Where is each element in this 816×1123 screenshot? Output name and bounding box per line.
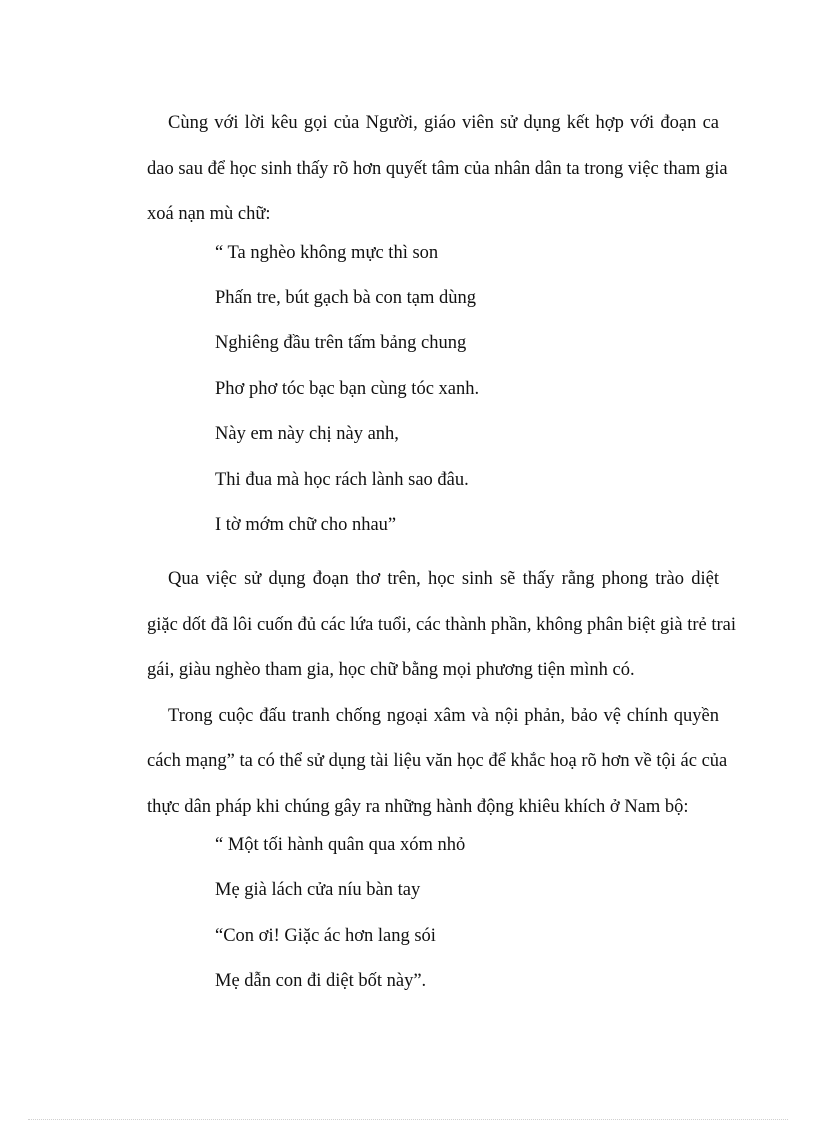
paragraph-line: xoá nạn mù chữ: — [147, 204, 271, 224]
verse-line: Nghiêng đầu trên tấm bảng chung — [215, 333, 467, 353]
paragraph-line: Qua việc sử dụng đoạn thơ trên, học sinh sẽ thấy rằng phong trào diệt — [168, 569, 719, 589]
verse-line: Phấn tre, bút gạch bà con tạm dùng — [215, 288, 476, 308]
verse-line: “ Ta nghèo không mực thì son — [215, 243, 439, 263]
verse-line: I tờ mớm chữ cho nhau” — [215, 515, 397, 535]
verse-line: Mẹ già lách cửa níu bàn tay — [215, 880, 421, 900]
verse-line: Mẹ dẫn con đi diệt bốt này”. — [215, 971, 427, 991]
paragraph-line: Cùng với lời kêu gọi của Người, giáo viên sử dụng kết hợp với đoạn ca — [168, 113, 719, 133]
paragraph-line: dao sau để học sinh thấy rõ hơn quyết tâm của nhân dân ta trong việc tham gia — [147, 159, 728, 179]
verse-line: Này em này chị này anh, — [215, 424, 399, 444]
paragraph-line: gái, giàu nghèo tham gia, học chữ bằng mọi phương tiện mình có. — [147, 660, 635, 680]
verse-line: “ Một tối hành quân qua xóm nhỏ — [215, 835, 466, 855]
verse-line: Phơ phơ tóc bạc bạn cùng tóc xanh. — [215, 379, 480, 399]
paragraph-line: thực dân pháp khi chúng gây ra những hành động khiêu khích ở Nam bộ: — [147, 797, 689, 817]
paragraph-line: cách mạng” ta có thể sử dụng tài liệu văn học để khắc hoạ rõ hơn về tội ác của — [147, 751, 728, 771]
page-bottom-divider — [28, 1119, 788, 1120]
paragraph-line: Trong cuộc đấu tranh chống ngoại xâm và nội phản, bảo vệ chính quyền — [168, 706, 719, 726]
paragraph-line: giặc dốt đã lôi cuốn đủ các lứa tuổi, các thành phần, không phân biệt già trẻ trai — [147, 615, 736, 635]
verse-line: Thi đua mà học rách lành sao đâu. — [215, 470, 469, 490]
verse-line: “Con ơi! Giặc ác hơn lang sói — [215, 926, 436, 946]
